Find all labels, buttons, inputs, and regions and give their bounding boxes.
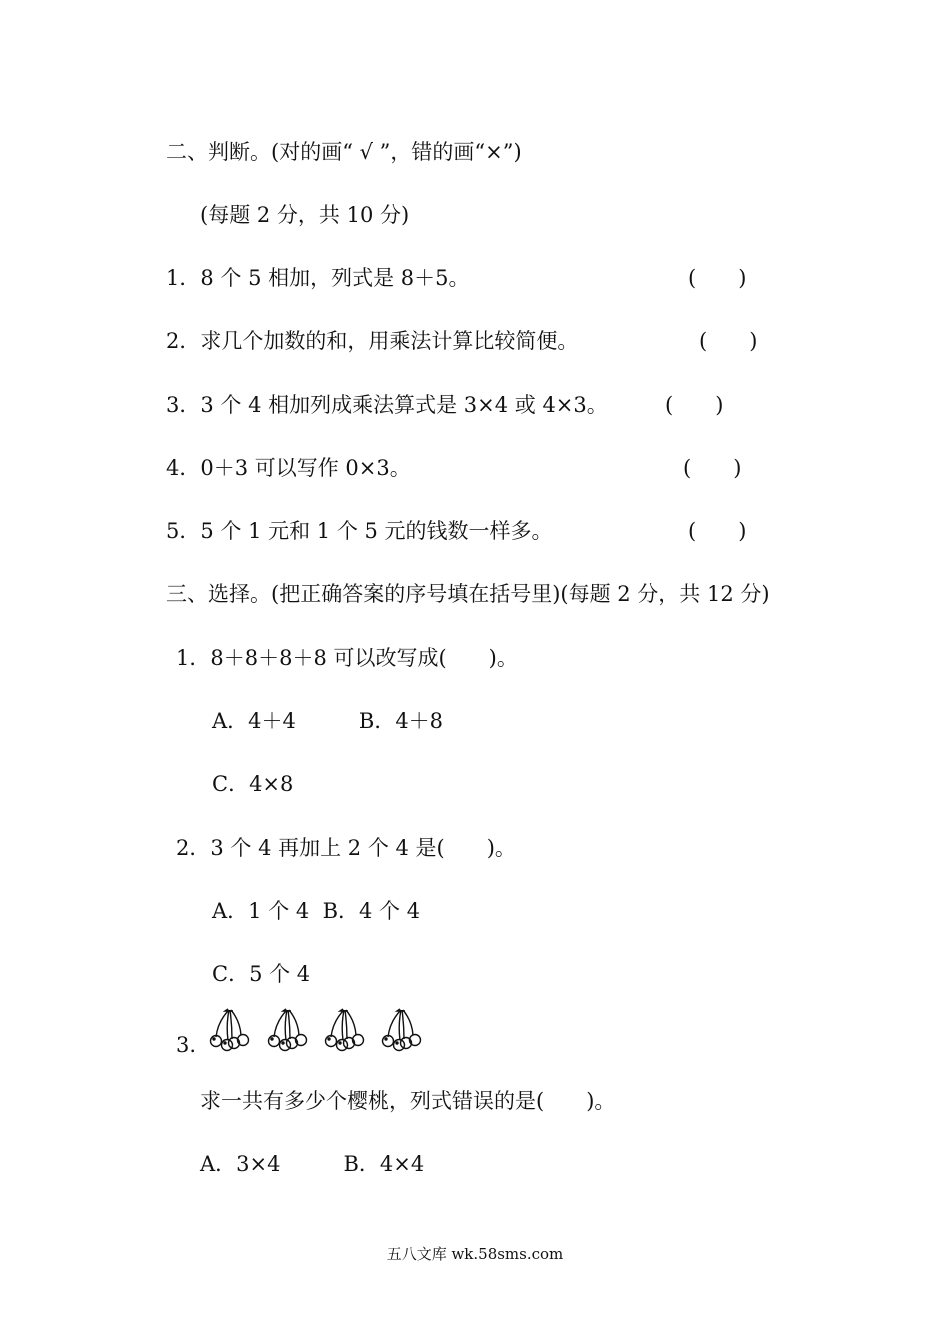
mc-question-3-stem: 求一共有多少个樱桃，列式错误的是( )。 [200, 1089, 616, 1113]
tf-question-1: 1．8 个 5 相加，列式是 8＋5。 [166, 266, 470, 290]
mc-question-3-number: 3. [176, 1033, 197, 1057]
mc-question-1: 1．8＋8＋8＋8 可以改写成( )。 [176, 646, 518, 670]
footer-source: 五八文库 wk.58sms.com [386, 1245, 564, 1263]
tf-answer-1[interactable]: ( ) [688, 266, 747, 290]
tf-answer-4[interactable]: ( ) [683, 456, 742, 480]
section2-title: 二、判断。(对的画“ √ ”，错的画“×”) [166, 140, 522, 164]
tf-question-3: 3．3 个 4 相加列成乘法算式是 3×4 或 4×3。 [166, 393, 608, 417]
tf-question-2: 2．求几个加数的和，用乘法计算比较简便。 [166, 329, 579, 353]
cherry-icon [266, 1007, 310, 1053]
mc-question-2: 2．3 个 4 再加上 2 个 4 是( )。 [176, 836, 516, 860]
mc-question-3-options-ab: A．3×4 B．4×4 [200, 1152, 425, 1176]
mc-question-2-option-c: C．5 个 4 [212, 962, 311, 986]
mc-question-1-options-ab: A．4＋4 B．4＋8 [212, 709, 444, 733]
cherry-picture [208, 1007, 428, 1055]
tf-question-5: 5．5 个 1 元和 1 个 5 元的钱数一样多。 [166, 519, 553, 543]
tf-question-4: 4．0＋3 可以写作 0×3。 [166, 456, 411, 480]
mc-question-1-option-c: C．4×8 [212, 772, 294, 796]
tf-answer-2[interactable]: ( ) [699, 329, 758, 353]
mc-question-2-options-ab: A．1 个 4 B．4 个 4 [212, 899, 421, 923]
tf-answer-3[interactable]: ( ) [665, 393, 724, 417]
cherry-icon [208, 1007, 252, 1053]
cherry-icon [323, 1007, 367, 1053]
section3-title: 三、选择。(把正确答案的序号填在括号里)(每题 2 分，共 12 分) [166, 582, 770, 606]
tf-answer-5[interactable]: ( ) [688, 519, 747, 543]
section2-score: (每题 2 分，共 10 分) [200, 203, 410, 227]
cherry-icon [380, 1007, 424, 1053]
